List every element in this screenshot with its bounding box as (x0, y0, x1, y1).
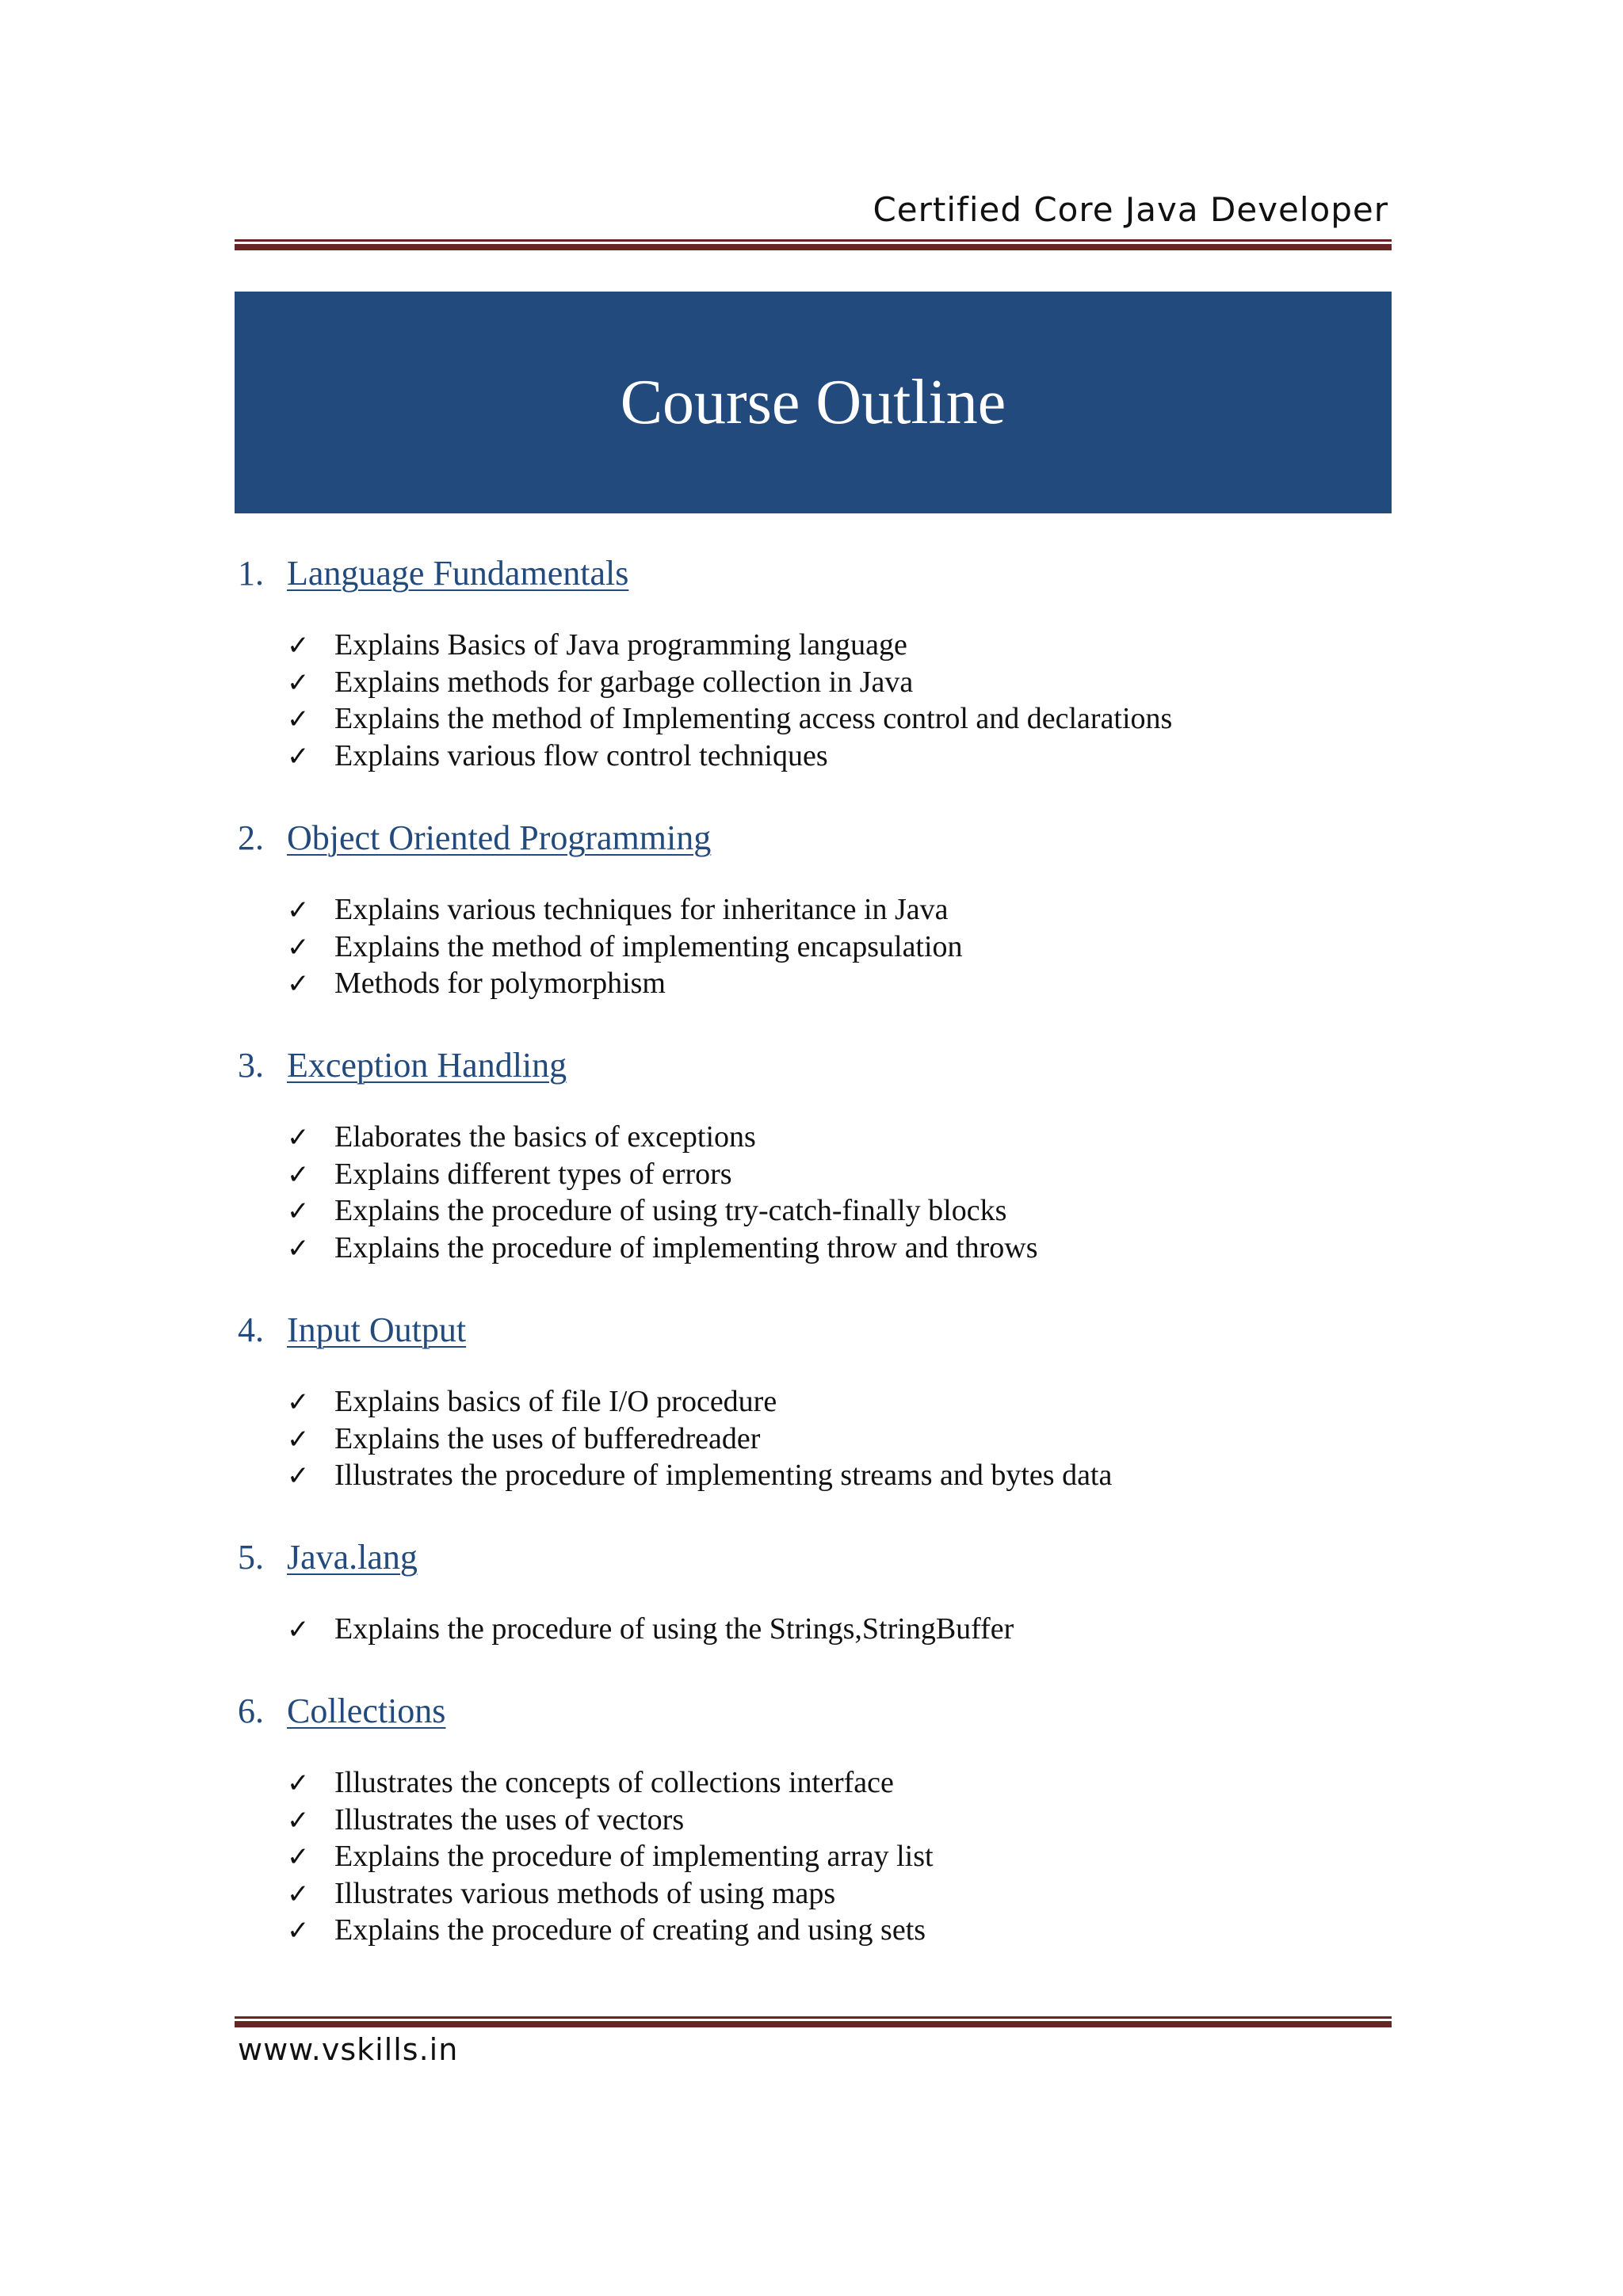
list-item-text: Illustrates the uses of vectors (334, 1802, 685, 1836)
list-item-text: Explains various flow control techniques (334, 738, 828, 772)
section-object-oriented-programming (238, 818, 1379, 1003)
list-item (287, 1765, 1379, 1802)
list-item-text: Explains the procedure of using try-catch-finally blocks (334, 1194, 1007, 1227)
list-item-text: Explains the procedure of implementing throw and throws (334, 1230, 1038, 1264)
list-item-text: Explains the method of Implementing access control and declarations (334, 702, 1173, 735)
section-number: 4. (238, 1310, 264, 1349)
footer-rule (235, 2016, 1392, 2027)
list-item-text: Explains the procedure of creating and using sets (334, 1913, 926, 1947)
check-mark-icon: ✓ (287, 740, 310, 772)
check-mark-icon: ✓ (287, 931, 310, 963)
list-item-text: Explains Basics of Java programming language (334, 628, 907, 662)
list-item (287, 1230, 1379, 1268)
bullet-list (287, 1119, 1379, 1267)
section-number: 3. (238, 1046, 264, 1085)
list-item (287, 665, 1379, 702)
list-item-text: Methods for polymorphism (334, 967, 666, 1000)
list-item-text: Illustrates the procedure of implementing streams and bytes data (334, 1459, 1113, 1492)
check-mark-icon: ✓ (287, 1386, 310, 1418)
list-item (287, 929, 1379, 967)
list-item-text: Elaborates the basics of exceptions (334, 1120, 756, 1154)
bullet-list (287, 892, 1379, 1003)
list-item-text: Explains the method of implementing encapsulation (334, 929, 963, 963)
section-heading (238, 1045, 1379, 1093)
section-number: 2. (238, 818, 264, 857)
check-mark-icon: ✓ (287, 1423, 310, 1455)
list-item (287, 892, 1379, 929)
list-item-text: Illustrates various methods of using maps (334, 1876, 836, 1910)
section-heading (238, 1691, 1379, 1738)
header-rule (235, 239, 1392, 250)
list-item (287, 1384, 1379, 1421)
check-mark-icon: ✓ (287, 1122, 310, 1154)
list-item-text: Explains various techniques for inheritance in Java (334, 893, 949, 926)
check-mark-icon: ✓ (287, 1804, 310, 1836)
check-mark-icon: ✓ (287, 968, 310, 1000)
list-item (287, 1458, 1379, 1495)
check-mark-icon: ✓ (287, 1915, 310, 1947)
bullet-list (287, 1765, 1379, 1950)
footer-url: www.vskills.in (238, 2032, 459, 2067)
list-item (287, 1421, 1379, 1459)
section-input-output (238, 1310, 1379, 1495)
section-title: Object Oriented Programming (287, 818, 712, 857)
section-title: Java.lang (287, 1538, 418, 1577)
list-item (287, 738, 1379, 776)
list-item (287, 1193, 1379, 1230)
section-number: 1. (238, 554, 264, 593)
list-item (287, 1913, 1379, 1950)
bullet-list (287, 1384, 1379, 1495)
list-item-text: Explains the procedure of using the Strings,StringBuffer (334, 1612, 1014, 1646)
section-collections (238, 1691, 1379, 1950)
list-item (287, 1802, 1379, 1840)
check-mark-icon: ✓ (287, 1158, 310, 1191)
check-mark-icon: ✓ (287, 1841, 310, 1873)
section-heading (238, 553, 1379, 601)
list-item (287, 1876, 1379, 1913)
header-title: Certified Core Java Developer (873, 190, 1388, 229)
check-mark-icon: ✓ (287, 704, 310, 735)
check-mark-icon: ✓ (287, 1460, 310, 1492)
check-mark-icon: ✓ (287, 1232, 310, 1264)
check-mark-icon: ✓ (287, 1196, 310, 1227)
list-item-text: Explains different types of errors (334, 1157, 732, 1191)
section-title: Input Output (287, 1310, 467, 1349)
section-title: Collections (287, 1691, 446, 1730)
list-item-text: Explains the procedure of implementing array list (334, 1840, 934, 1873)
list-item (287, 701, 1379, 738)
check-mark-icon: ✓ (287, 666, 310, 699)
bullet-list (287, 627, 1379, 775)
check-mark-icon: ✓ (287, 1878, 310, 1910)
banner-title: Course Outline (620, 367, 1006, 437)
section-number: 6. (238, 1691, 264, 1730)
list-item (287, 1611, 1379, 1649)
list-item-text: Explains the uses of bufferedreader (334, 1421, 761, 1455)
section-language-fundamentals (238, 553, 1379, 775)
check-mark-icon: ✓ (287, 894, 310, 926)
list-item-text: Explains basics of file I/O procedure (334, 1385, 777, 1418)
list-item (287, 1157, 1379, 1194)
list-item (287, 1839, 1379, 1876)
check-mark-icon: ✓ (287, 1768, 310, 1799)
section-exception-handling (238, 1045, 1379, 1267)
list-item-text: Explains methods for garbage collection in Java (334, 665, 914, 699)
section-heading (238, 818, 1379, 865)
check-mark-icon: ✓ (287, 1614, 310, 1646)
check-mark-icon: ✓ (287, 630, 310, 662)
list-item-text: Illustrates the concepts of collections interface (334, 1766, 894, 1799)
section-java-lang (238, 1537, 1379, 1649)
list-item (287, 966, 1379, 1003)
list-item (287, 1119, 1379, 1157)
list-item (287, 627, 1379, 665)
section-title: Language Fundamentals (287, 554, 629, 593)
section-heading (238, 1310, 1379, 1357)
course-outline-banner (235, 292, 1392, 513)
section-title: Exception Handling (287, 1046, 567, 1085)
section-heading (238, 1537, 1379, 1585)
section-number: 5. (238, 1538, 264, 1577)
bullet-list (287, 1611, 1379, 1649)
